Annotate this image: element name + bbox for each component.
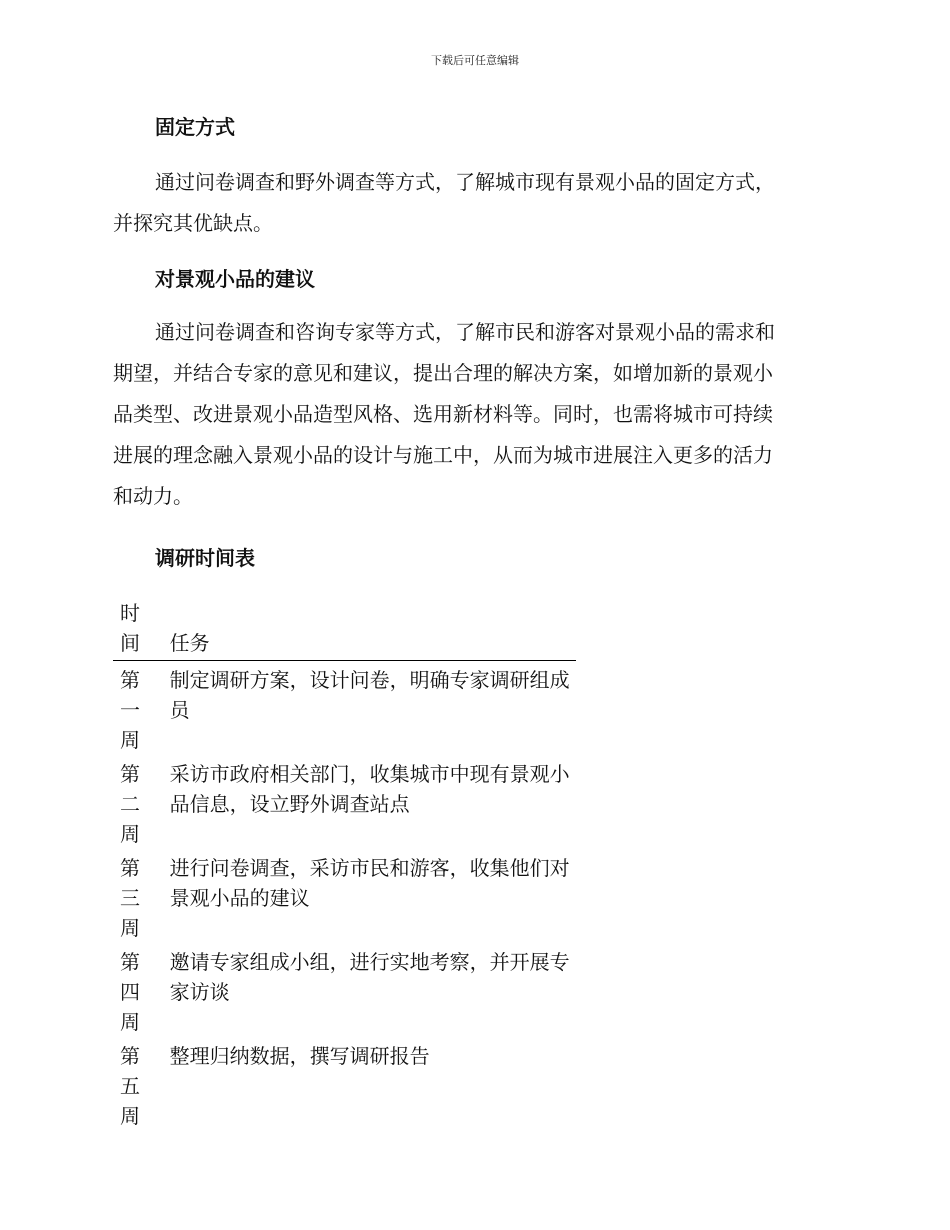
- paragraph-line: 通过问卷调查和咨询专家等方式，了解市民和游客对景观小品的需求和: [155, 320, 775, 344]
- paragraph-line: 并探究其优缺点。: [113, 211, 273, 235]
- section-heading-suggestions: 对景观小品的建议: [155, 267, 315, 291]
- table-row: [113, 1037, 576, 1131]
- page-header: 下载后可任意编辑: [431, 54, 519, 67]
- week-char: 第: [120, 668, 140, 692]
- header-time: [113, 598, 170, 661]
- table-row: [113, 755, 576, 849]
- schedule-table: [113, 598, 576, 1131]
- paragraph-fixing-method: [113, 162, 833, 244]
- week-char: 一: [120, 698, 140, 722]
- week-char: 周: [120, 916, 140, 940]
- table-row: [113, 849, 576, 943]
- week-char: 二: [120, 792, 140, 816]
- week-cell: [113, 849, 170, 943]
- week-char: 五: [120, 1074, 140, 1098]
- week-char: 第: [120, 1044, 140, 1068]
- table-header-row: [113, 598, 576, 661]
- week-cell: [113, 943, 170, 1037]
- week-char: 周: [120, 728, 140, 752]
- week-cell: [113, 661, 170, 756]
- header-char: 间: [120, 631, 140, 655]
- paragraph-line: 通过问卷调查和野外调查等方式，了解城市现有景观小品的固定方式，: [155, 170, 775, 194]
- week-char: 周: [120, 1010, 140, 1034]
- task-cell: 进行问卷调查，采访市民和游客，收集他们对景观小品的建议: [169, 856, 570, 910]
- table-row: [113, 661, 576, 756]
- paragraph-suggestions: [113, 312, 833, 517]
- week-char: 四: [120, 980, 140, 1004]
- task-cell: 整理归纳数据，撰写调研报告: [169, 1044, 430, 1068]
- section-heading-fixing-method: 固定方式: [155, 115, 235, 139]
- task-cell: 采访市政府相关部门，收集城市中现有景观小品信息，设立野外调查站点: [169, 762, 570, 816]
- paragraph-line: 品类型、改进景观小品造型风格、选用新材料等。同时，也需将城市可持续: [113, 402, 773, 426]
- week-char: 第: [120, 856, 140, 880]
- section-heading-schedule: 调研时间表: [155, 546, 255, 570]
- week-cell: [113, 755, 170, 849]
- table-row: [113, 943, 576, 1037]
- week-cell: [113, 1037, 170, 1131]
- header-char: 时: [120, 601, 140, 625]
- task-cell: 制定调研方案，设计问卷，明确专家调研组成员: [169, 668, 570, 722]
- week-char: 第: [120, 762, 140, 786]
- week-char: 周: [120, 822, 140, 846]
- paragraph-line: 期望，并结合专家的意见和建议，提出合理的解决方案，如增加新的景观小: [113, 361, 773, 385]
- week-char: 周: [120, 1104, 140, 1128]
- paragraph-line: 和动力。: [113, 484, 193, 508]
- week-char: 三: [120, 886, 140, 910]
- header-task: 任务: [169, 631, 210, 655]
- task-cell: 邀请专家组成小组，进行实地考察，并开展专家访谈: [169, 950, 570, 1004]
- paragraph-line: 进展的理念融入景观小品的设计与施工中，从而为城市进展注入更多的活力: [113, 443, 773, 467]
- week-char: 第: [120, 950, 140, 974]
